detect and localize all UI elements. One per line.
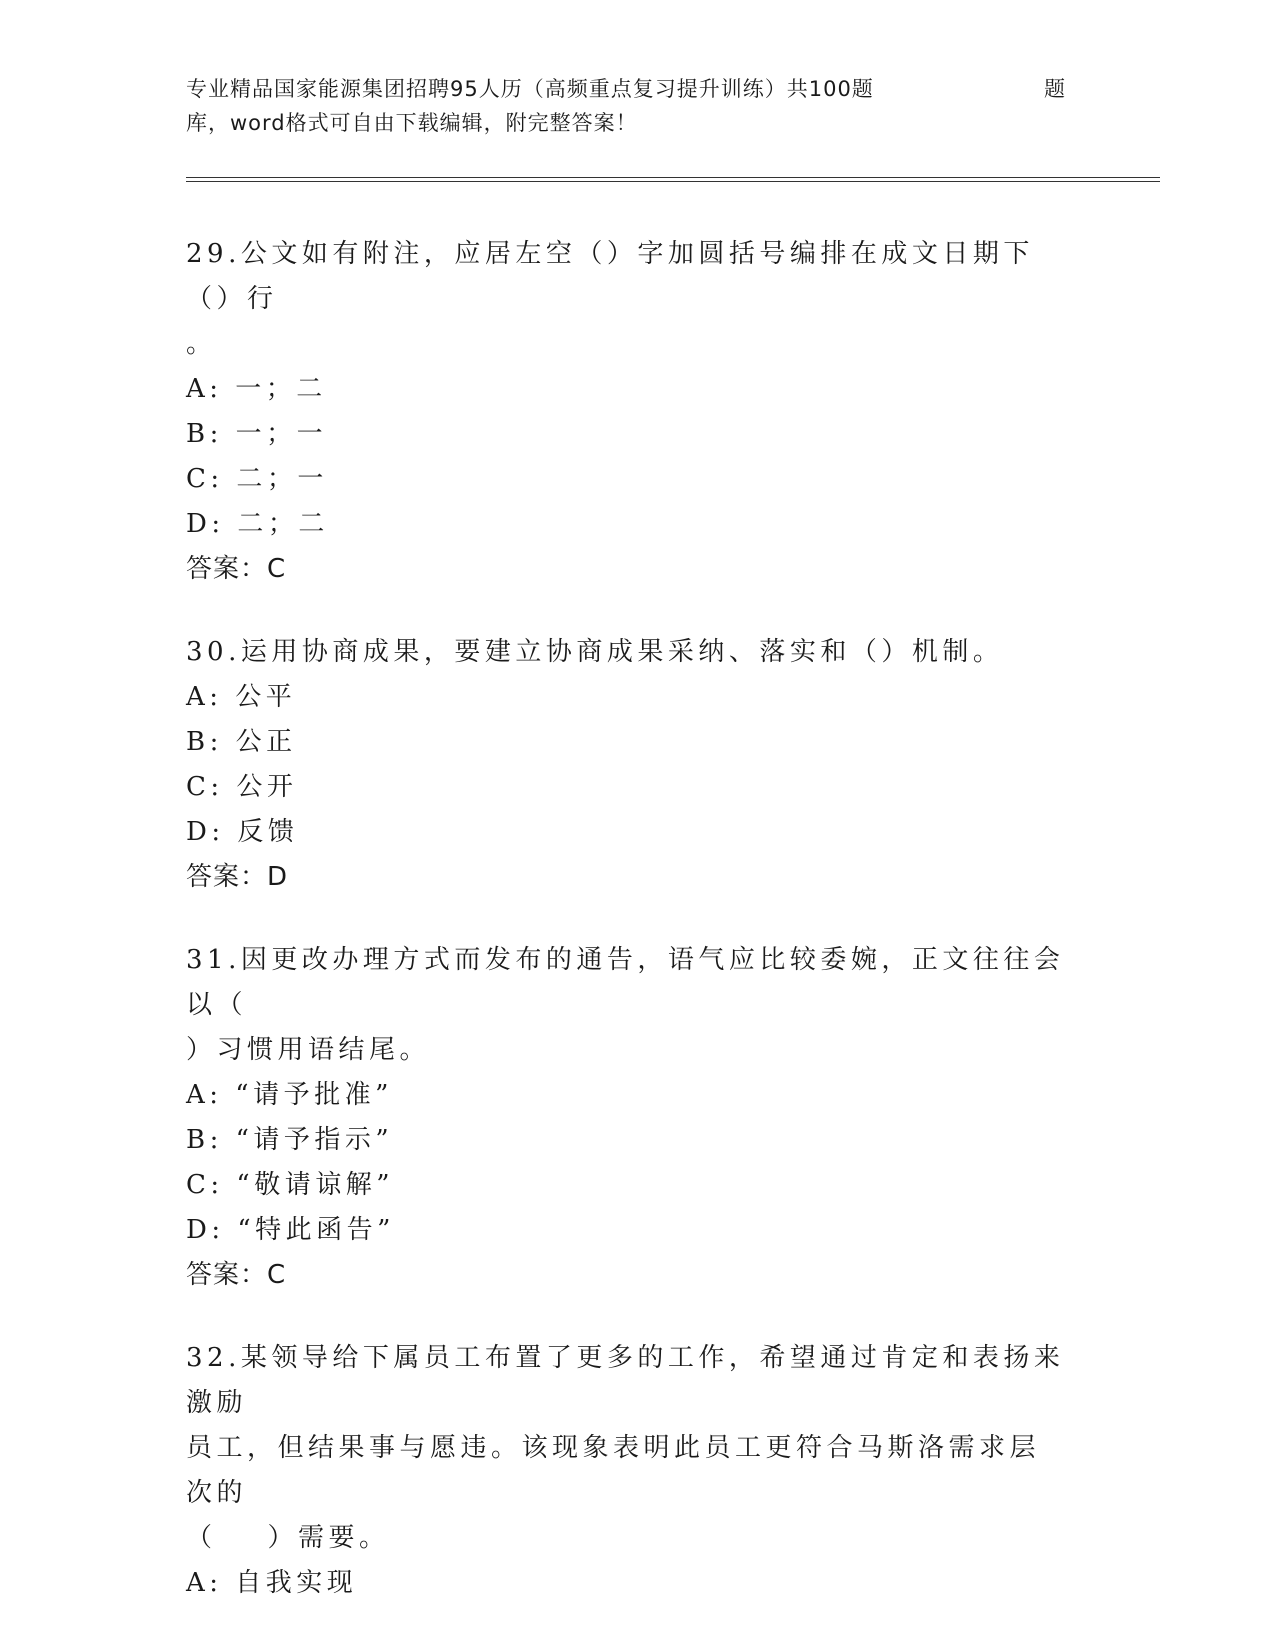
header-line-1: 专业精品国家能源集团招聘95人历（高频重点复习提升训练）共100题 [186,77,874,101]
answer-line: 答案：C [186,1260,287,1290]
question-stem: 32.某领导给下属员工布置了更多的工作，希望通过肯定和表扬来激励 员工，但结果事与愿违。该现象表明此员工更符合马斯洛需求层次的 （ ）需要。 [186,1343,1065,1553]
option-c: C: 公开 [186,772,298,802]
question-stem: 29.公文如有附注，应居左空（）字加圆括号编排在成文日期下（）行 。 [186,239,1034,359]
option-c: C: 二；一 [186,464,328,494]
question-29 [186,232,1066,592]
option-a: A: “请予批准” [186,1080,393,1110]
answer-line: 答案：D [186,862,289,892]
option-d: D: 二；二 [186,509,329,539]
option-a: A: 自我实现 [186,1568,358,1598]
option-b: B: “请予指示” [186,1125,394,1155]
question-32 [186,1336,1066,1606]
option-b: B: 公正 [186,727,297,757]
header-divider [186,177,1160,182]
question-31 [186,938,1066,1298]
option-d: D: “特此函告” [186,1215,395,1245]
option-b: B: 一；一 [186,419,328,449]
option-c: C: “敬请谅解” [186,1170,395,1200]
option-a: A: 一；二 [186,374,327,404]
option-d: D: 反馈 [186,817,299,847]
header-line-2: 库，word格式可自由下载编辑，附完整答案！ [186,111,638,135]
document-header [186,72,1076,140]
question-30 [186,630,1066,900]
question-stem: 31.因更改办理方式而发布的通告，语气应比较委婉，正文往往会以（ ）习惯用语结尾。 [186,945,1065,1065]
option-a: A: 公平 [186,682,297,712]
answer-line: 答案：C [186,554,287,584]
question-list [186,232,1066,1644]
question-stem: 30.运用协商成果，要建立协商成果采纳、落实和（）机制。 [186,637,1004,667]
header-line-1-right: 题 [1044,77,1066,101]
